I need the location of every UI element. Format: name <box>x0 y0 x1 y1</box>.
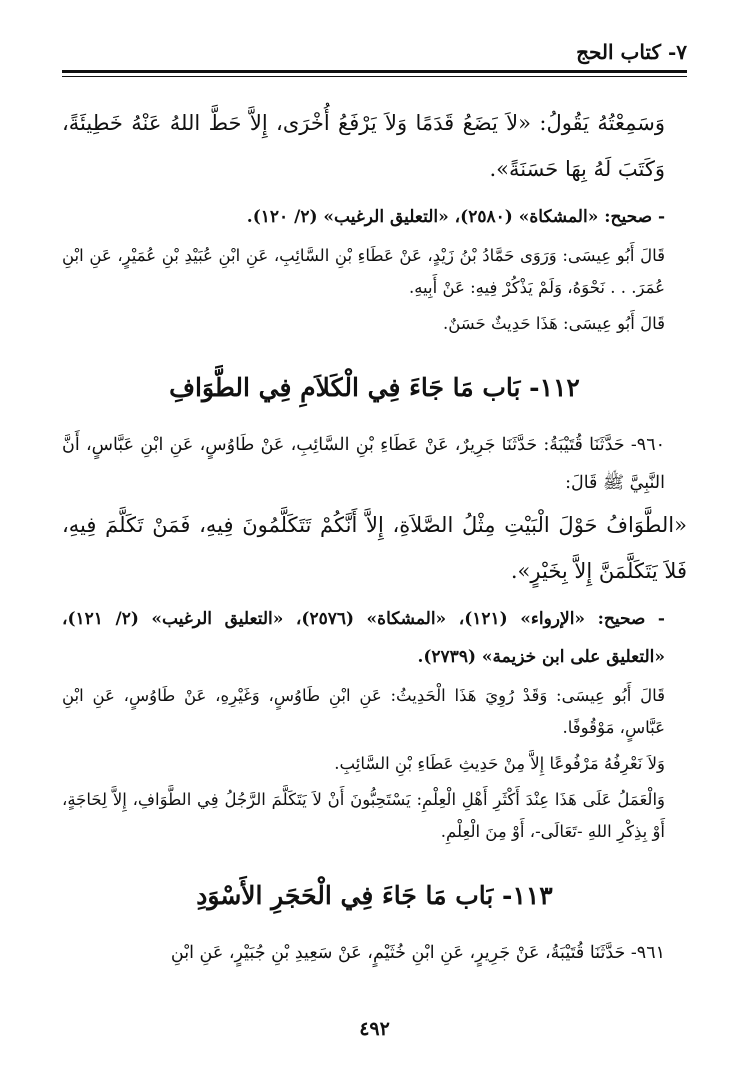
header-rule-thick <box>62 70 687 73</box>
header-rule-thin <box>62 76 687 77</box>
chapter-heading: ١١٢- بَاب مَا جَاءَ فِي الْكَلاَمِ فِي الطَّوَافِ <box>169 373 580 402</box>
book-section-title: ٧- كتاب الحج <box>576 40 687 64</box>
commentary-paragraph: وَالْعَمَلُ عَلَى هَذَا عِنْدَ أَكْثَرِ أَهْلِ الْعِلْمِ: يَسْتَحِبُّونَ أَنْ لاَ يَتَكَلَّمَ الرَّجُلُ فِي الطَّوَافِ، إِلاَّ لِحَاجَةٍ، أَوْ بِذِكْرِ اللهِ -تَعَالَى-، أَوْ مِنَ الْعِلْمِ. <box>62 790 665 841</box>
commentary-paragraph: قَالَ أَبُو عِيسَى: وَرَوَى حَمَّادُ بْنُ زَيْدٍ، عَنْ عَطَاءِ بْنِ السَّائِبِ، عَنِ ابْنِ عُبَيْدِ بْنِ عُمَيْرٍ، عَنِ ابْنِ عُمَرَ. . . نَحْوَهُ، وَلَمْ يَذْكُرْ فِيهِ: عَنْ أَبِيهِ. <box>62 246 665 297</box>
narration-chain: ٩٦١- حَدَّثَنَا قُتَيْبَةُ، عَنْ جَرِيرٍ، عَنِ ابْنِ خُثَيْمٍ، عَنْ سَعِيدِ بْنِ جُبَيْرٍ، عَنِ ابْنِ <box>170 943 665 963</box>
page-number: ٤٩٢ <box>359 1018 390 1040</box>
takhrij-note: - صحيح: «الإرواء» (١٢١)، «المشكاة» (٢٥٧٦)، «التعليق الرغيب» (٢/ ١٢١)، «التعليق على ابن خزيمة» (٢٧٣٩). <box>62 609 665 667</box>
hadith-text: «الطَّوَافُ حَوْلَ الْبَيْتِ مِثْلُ الصَّلاَةِ، إِلاَّ أَنَّكُمْ تَتَكَلَّمُونَ فِيهِ، فَمَنْ تَكَلَّمَ فِيهِ، فَلاَ يَتَكَلَّمَنَّ إِلاَّ بِخَيْرٍ». <box>62 513 687 583</box>
chapter-heading: ١١٣- بَاب مَا جَاءَ فِي الْحَجَرِ الأَسْوَدِ <box>196 881 553 910</box>
commentary-paragraph: قَالَ أَبُو عِيسَى: هَذَا حَدِيثٌ حَسَنٌ. <box>442 314 665 333</box>
page-body <box>62 100 687 972</box>
commentary-paragraph: وَلاَ نَعْرِفُهُ مَرْفُوعًا إِلاَّ مِنْ حَدِيثِ عَطَاءِ بْنِ السَّائِبِ. <box>334 754 665 773</box>
narration-chain: ٩٦٠- حَدَّثَنَا قُتَيْبَةُ: حَدَّثَنَا جَرِيرٌ، عَنْ عَطَاءِ بْنِ السَّائِبِ، عَنْ طَاوُسٍ، عَنِ ابْنِ عَبَّاسٍ، أَنَّ النَّبِيَّ ﷺ قَالَ: <box>62 435 665 493</box>
takhrij-note: - صحيح: «المشكاة» (٢٥٨٠)، «التعليق الرغيب» (٢/ ١٢٠). <box>246 207 665 227</box>
running-header <box>62 36 687 76</box>
commentary-paragraph: قَالَ أَبُو عِيسَى: وَقَدْ رُوِيَ هَذَا الْحَدِيثُ: عَنِ ابْنِ طَاوُسٍ، وَغَيْرِهِ، عَنْ طَاوُسٍ، عَنِ ابْنِ عَبَّاسٍ، مَوْقُوفًا. <box>62 686 665 737</box>
hadith-text: وَسَمِعْتُهُ يَقُولُ: «لاَ يَضَعُ قَدَمًا وَلاَ يَرْفَعُ أُخْرَى، إِلاَّ حَطَّ اللهُ عَنْهُ خَطِيئَةً، وَكَتَبَ لَهُ بِهَا حَسَنَةً». <box>62 111 665 181</box>
